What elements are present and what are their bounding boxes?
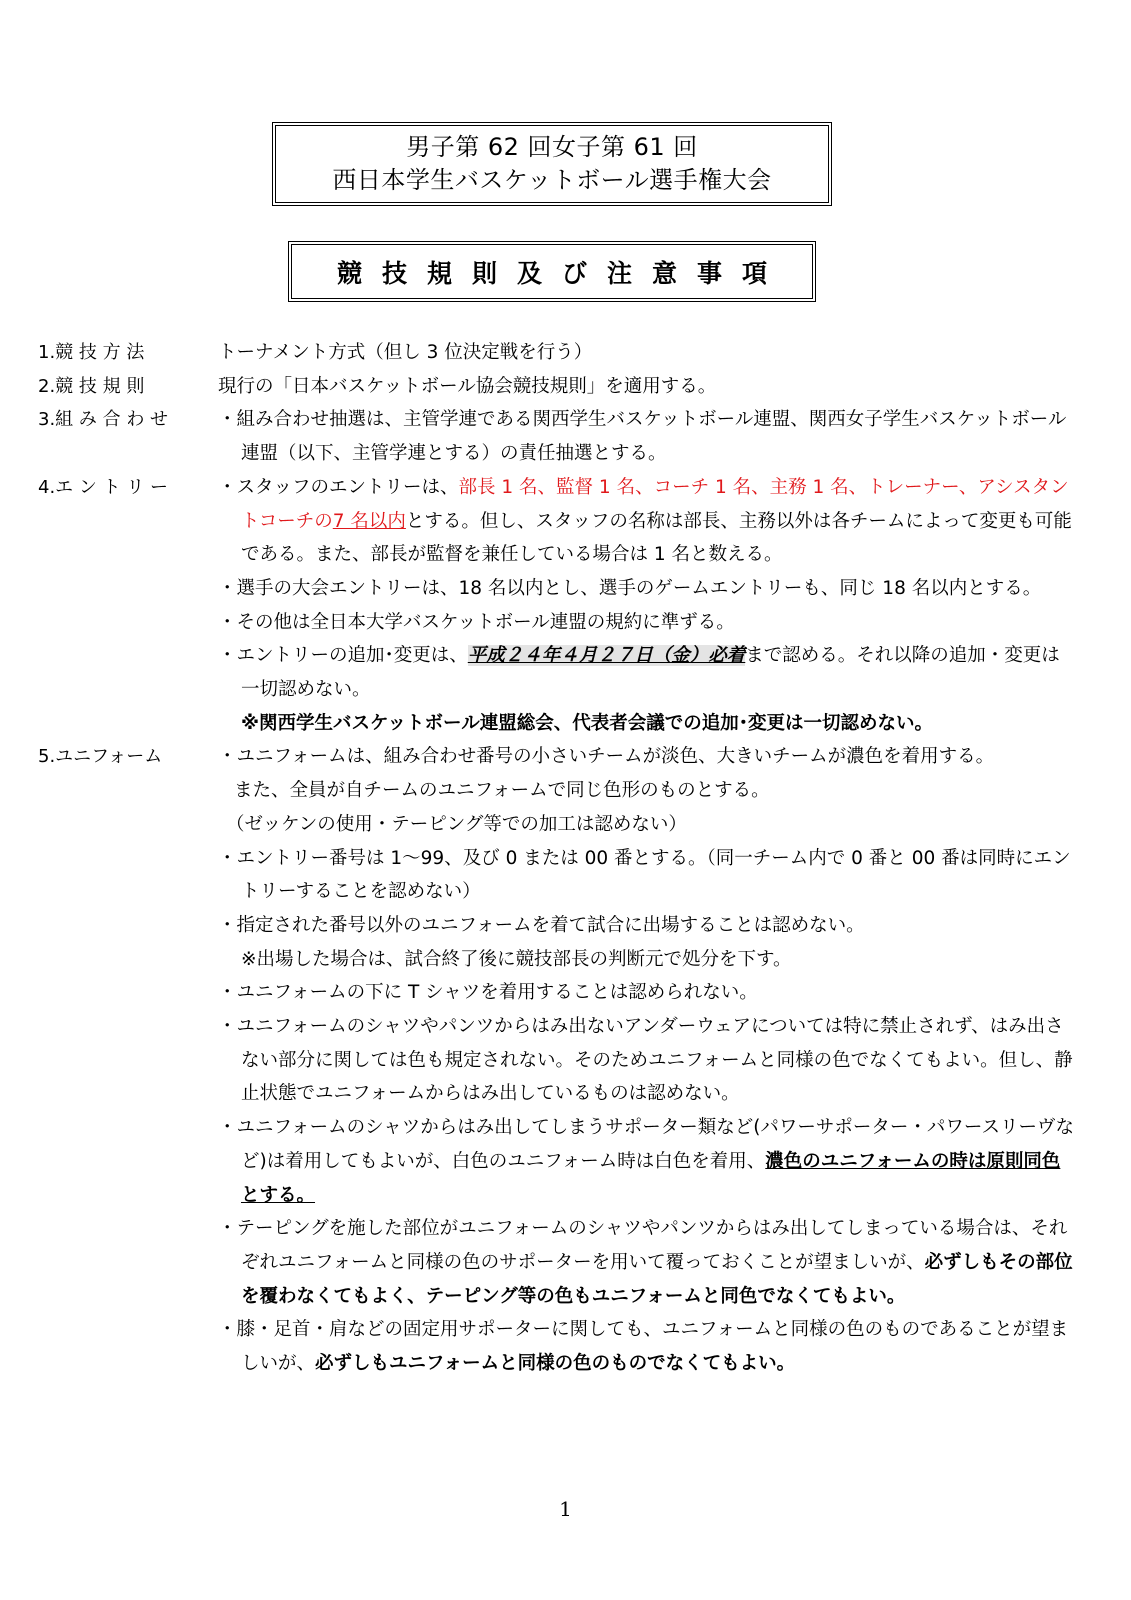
section-5-bullet-2: ・エントリー番号は 1～99、及び 0 または 00 番とする。（同一チーム内で 0 番と 00 番は同時にエントリーすることを認めない）: [218, 847, 1071, 903]
dark-uniform-rule: 濃色のユニフォームの時は原則同色とする。: [241, 1150, 1061, 1206]
section-5-bullet-1-line-3: （ゼッケンの使用・テーピング等での加工は認めない）: [226, 813, 687, 835]
section-5-bullet-3: ・指定された番号以外のユニフォームを着て試合に出場することは認めない。: [218, 914, 865, 936]
bullet-text: ・エントリーの追加･変更は、: [218, 645, 468, 667]
section-4-note: ※関西学生バスケットボール連盟総会、代表者会議での追加･変更は一切認めない。: [241, 712, 933, 734]
section-2-label: 2.競 技 規 則: [38, 375, 145, 397]
section-5-bullet-4: ・ユニフォームの下に T シャツを着用することは認められない。: [218, 982, 758, 1004]
section-1-text: トーナメント方式（但し 3 位決定戦を行う）: [218, 342, 593, 363]
bullet-text: ・ユニフォームのシャツからはみ出してしまうサポーター類など(パワーサポーター・パワースリーヴなど)は着用してもよいが、白色のユニフォーム時は白色を着用、: [218, 1117, 1075, 1172]
bullet-text: とする。但し、スタッフの名称は部長、主務以外は各チームによって変更も可能である。また、部長が監督を兼任している場合は 1 名と数える。: [241, 510, 1072, 566]
staff-limit-red-text: 部長 1 名、監督 1 名、コーチ 1 名、主務 1 名、トレーナー、アシスタントコーチの: [241, 476, 1069, 532]
bullet-text: まで認める。それ以降の追加・変更は一切認めない。: [241, 645, 1060, 701]
section-4-bullet-4: [218, 639, 1078, 706]
section-5: [38, 740, 1078, 1380]
section-4-bullet-1: [218, 471, 1078, 572]
section-5-bullet-1-line-2: また、全員が自チームのユニフォームで同じ色形のものとする。: [234, 780, 770, 802]
section-3-label: 3.組 み 合 わ せ: [38, 409, 169, 431]
title-line-2: 西日本学生バスケットボール選手権大会: [332, 166, 772, 194]
section-1: [38, 336, 1078, 370]
section-3-bullet-1: ・組み合わせ抽選は、主管学連である関西学生バスケットボール連盟、関西女子学生バスケットボール連盟（以下、主管学連とする）の責任抽選とする。: [218, 409, 1067, 465]
bullet-text: ・膝・足首・肩などの固定用サポーターに関しても、ユニフォームと同様の色のものであることが望ましいが、: [218, 1319, 1069, 1375]
page-number: 1: [559, 1497, 572, 1521]
subtitle-box: [288, 241, 816, 302]
staff-limit-underlined: 7 名以内: [332, 510, 406, 532]
subtitle: 競技規則及び注意事項: [336, 258, 787, 288]
section-5-bullet-7: [218, 1212, 1078, 1313]
section-1-label: 1.競 技 方 法: [38, 342, 145, 363]
supporter-rule-bold: 必ずしもユニフォームと同様の色のものでなくてもよい。: [315, 1353, 796, 1375]
section-5-bullet-8: [218, 1313, 1078, 1380]
bullet-text: ・スタッフのエントリーは、: [218, 476, 459, 498]
bullet-text: ・テーピングを施した部位がユニフォームのシャツやパンツからはみ出してしまっている場合は、それぞれユニフォームと同様の色のサポーターを用いて覆っておくことが望ましいが、: [218, 1218, 1068, 1273]
section-4-bullet-3: ・その他は全日本大学バスケットボール連盟の規約に準ずる。: [218, 611, 735, 633]
title-box: [272, 122, 832, 206]
section-3: [38, 403, 1078, 470]
deadline-highlight: 平成２４年４月２７日（金）必着: [467, 645, 746, 667]
title-line-1: 男子第 62 回女子第 61 回: [406, 133, 698, 161]
section-5-bullet-1: ・ユニフォームは、組み合わせ番号の小さいチームが淡色、大きいチームが濃色を着用する。: [218, 746, 995, 768]
section-4: [38, 471, 1078, 741]
section-5-bullet-5: ・ユニフォームのシャツやパンツからはみ出ないアンダーウェアについては特に禁止されず、はみ出さない部分に関しては色も規定されない。そのためユニフォームと同様の色でなくてもよい。但し、静止状態でユニフォームからはみ出しているものは認めない。: [218, 1016, 1073, 1105]
section-2-text: 現行の「日本バスケットボール協会競技規則」を適用する。: [218, 375, 717, 397]
section-4-label: 4.エ ン ト リ ー: [38, 476, 169, 498]
section-2: [38, 370, 1078, 404]
section-5-label: 5.ユニフォーム: [38, 746, 163, 768]
section-5-bullet-6: [218, 1111, 1078, 1212]
section-5-bullet-3-note: ※出場した場合は、試合終了後に競技部長の判断元で処分を下す。: [241, 948, 792, 970]
rules-content: [38, 336, 1078, 1381]
section-4-bullet-2: ・選手の大会エントリーは、18 名以内とし、選手のゲームエントリーも、同じ 18 名以内とする。: [218, 577, 1042, 599]
taping-rule-bold: 必ずしもその部位を覆わなくてもよく、テーピング等の色もユニフォームと同色でなくてもよい。: [241, 1251, 1073, 1307]
